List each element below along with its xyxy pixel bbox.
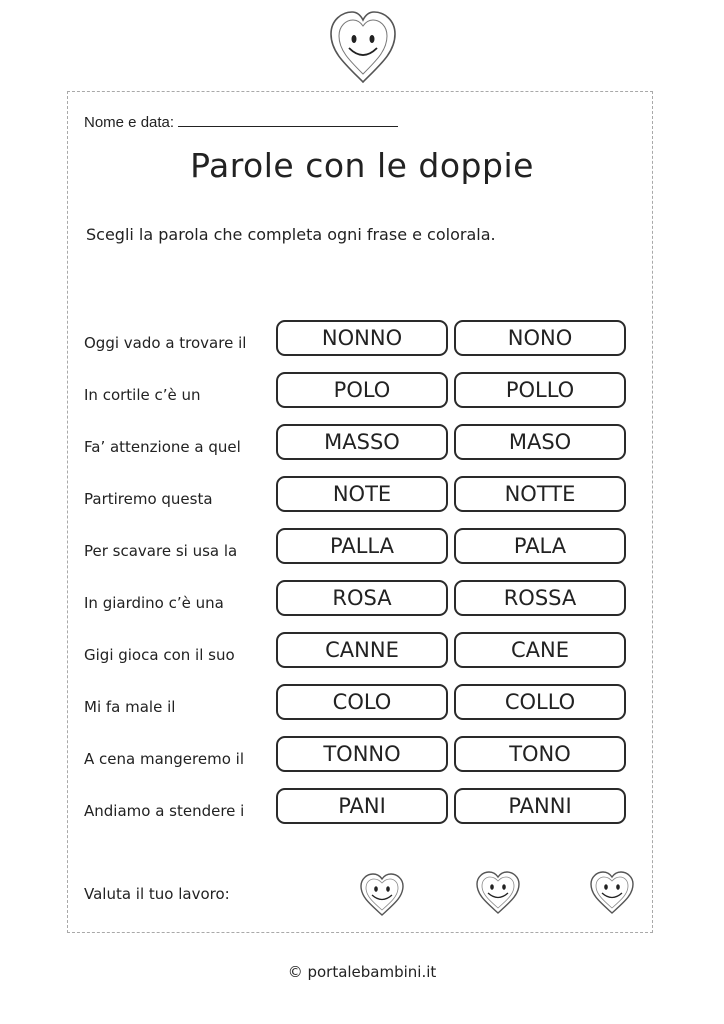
word-option-b[interactable]: COLLO bbox=[454, 684, 626, 720]
heart-smiley-icon bbox=[327, 8, 399, 88]
sentence-text: Per scavare si usa la bbox=[84, 542, 238, 560]
word-option-b[interactable]: POLLO bbox=[454, 372, 626, 408]
word-option-a[interactable]: PANI bbox=[276, 788, 448, 824]
word-option-b[interactable]: ROSSA bbox=[454, 580, 626, 616]
exercise-row bbox=[0, 424, 724, 462]
name-date-label: Nome e data: bbox=[84, 114, 175, 131]
word-option-a[interactable]: COLO bbox=[276, 684, 448, 720]
word-option-a[interactable]: PALLA bbox=[276, 528, 448, 564]
heart-smiley-icon[interactable] bbox=[358, 872, 406, 918]
word-option-a[interactable]: MASSO bbox=[276, 424, 448, 460]
word-option-b[interactable]: TONO bbox=[454, 736, 626, 772]
sentence-text: In cortile c’è un bbox=[84, 386, 201, 404]
sentence-text: A cena mangeremo il bbox=[84, 750, 244, 768]
word-option-a[interactable]: NONNO bbox=[276, 320, 448, 356]
word-option-a[interactable]: NOTE bbox=[276, 476, 448, 512]
exercise-row bbox=[0, 320, 724, 358]
word-option-a[interactable]: TONNO bbox=[276, 736, 448, 772]
exercise-row bbox=[0, 528, 724, 566]
page-title: Parole con le doppie bbox=[190, 146, 534, 185]
exercise-row bbox=[0, 632, 724, 670]
heart-smiley-icon[interactable] bbox=[474, 870, 522, 916]
word-option-a[interactable]: POLO bbox=[276, 372, 448, 408]
exercise-row bbox=[0, 736, 724, 774]
sentence-text: Andiamo a stendere i bbox=[84, 802, 245, 820]
instruction-text: Scegli la parola che completa ogni frase e colorala. bbox=[86, 225, 496, 244]
name-date-field[interactable] bbox=[84, 112, 398, 131]
word-option-b[interactable]: PANNI bbox=[454, 788, 626, 824]
word-option-b[interactable]: NOTTE bbox=[454, 476, 626, 512]
word-option-a[interactable]: CANNE bbox=[276, 632, 448, 668]
exercise-row bbox=[0, 684, 724, 722]
exercise-row bbox=[0, 372, 724, 410]
word-option-b[interactable]: PALA bbox=[454, 528, 626, 564]
word-option-b[interactable]: NONO bbox=[454, 320, 626, 356]
exercise-row bbox=[0, 580, 724, 618]
word-option-b[interactable]: CANE bbox=[454, 632, 626, 668]
copyright-footer: © portalebambini.it bbox=[287, 963, 437, 981]
word-option-b[interactable]: MASO bbox=[454, 424, 626, 460]
sentence-text: Mi fa male il bbox=[84, 698, 176, 716]
sentence-text: Gigi gioca con il suo bbox=[84, 646, 235, 664]
exercise-row bbox=[0, 476, 724, 514]
sentence-text: Partiremo questa bbox=[84, 490, 213, 508]
sentence-text: Oggi vado a trovare il bbox=[84, 334, 247, 352]
name-date-line[interactable] bbox=[178, 112, 398, 127]
sentence-text: In giardino c’è una bbox=[84, 594, 224, 612]
word-option-a[interactable]: ROSA bbox=[276, 580, 448, 616]
evaluation-label: Valuta il tuo lavoro: bbox=[84, 885, 230, 903]
exercise-row bbox=[0, 788, 724, 826]
heart-smiley-icon[interactable] bbox=[588, 870, 636, 916]
sentence-text: Fa’ attenzione a quel bbox=[84, 438, 241, 456]
